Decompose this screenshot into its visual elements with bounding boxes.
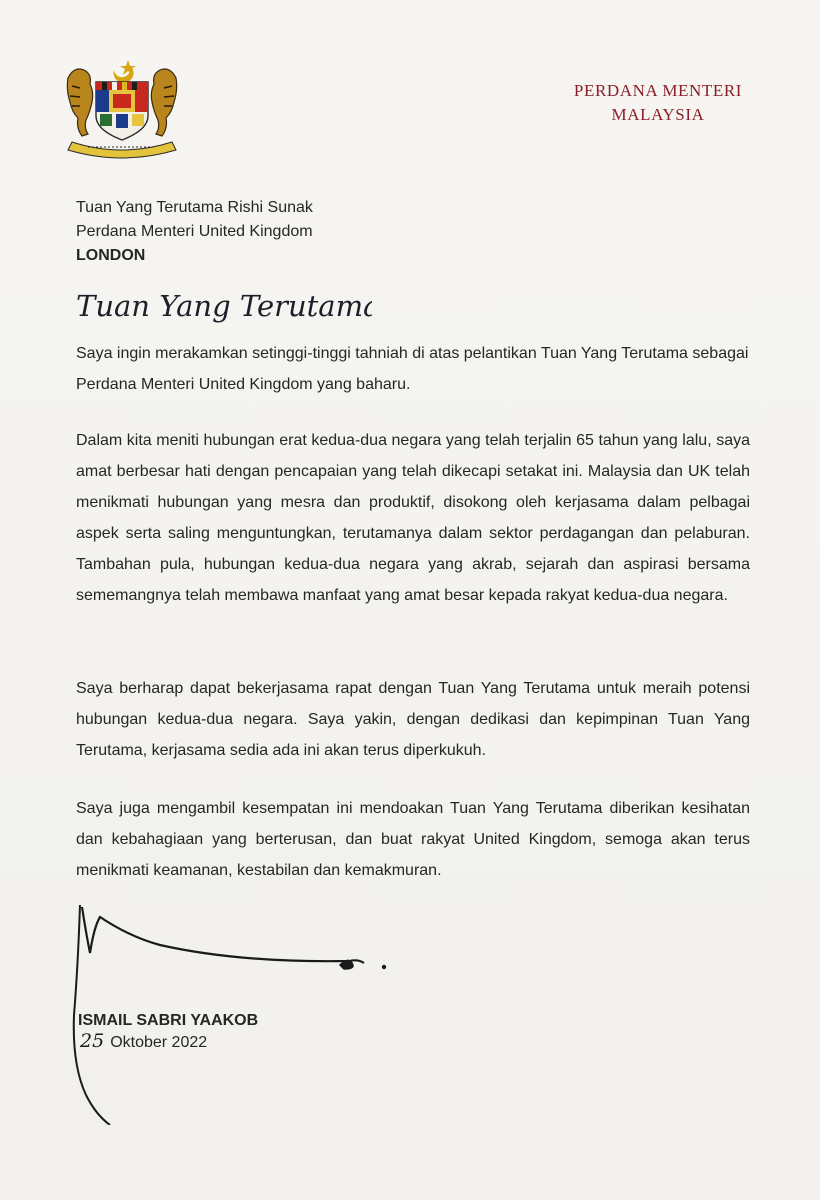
handwritten-salutation [72, 282, 372, 332]
letterhead-line-1: PERDANA MENTERI [573, 81, 743, 100]
date-month-year: Oktober 2022 [110, 1034, 208, 1051]
letter-date [80, 1030, 207, 1054]
letterhead-line-2: MALAYSIA [611, 105, 705, 124]
letterhead-title [558, 79, 758, 127]
paragraph-2: Dalam kita meniti hubungan erat kedua-dua negara yang telah terjalin 65 tahun yang lalu, saya amat berbesar hati dengan pencapaian yang telah dikecapi setakat ini. Malaysia dan UK telah menikmati hubungan yang mesra dan produktif, disokong oleh kerjasama dalam pelbagai aspek serta saling menguntungkan, terutamanya dalam sektor perdagangan dan pelaburan. Tambahan pula, hubungan kedua-dua negara yang akrab, sejarah dan aspirasi bersama sememangnya telah membawa manfaat yang amat besar kepada rakyat kedua-dua negara. [76, 432, 750, 604]
recipient-city: LONDON [76, 247, 146, 264]
paragraph-1: Saya ingin merakamkan setinggi-tinggi tahniah di atas pelantikan Tuan Yang Terutama sebagai Perdana Menteri United Kingdom yang baharu. [76, 345, 749, 393]
salutation-handwriting-icon [72, 282, 372, 332]
signer-name: ISMAIL SABRI YAAKOB [78, 1012, 259, 1029]
recipient-name: Tuan Yang Terutama Rishi Sunak [76, 199, 313, 216]
salutation-text: Tuan Yang Terutama, [76, 289, 372, 323]
paragraph-4: Saya juga mengambil kesempatan ini mendoakan Tuan Yang Terutama diberikan kesihatan dan kebahagiaan yang berterusan, dan buat rakyat United Kingdom, semoga akan terus menikmati keamanan, kestabilan dan kemakmuran. [76, 800, 750, 879]
recipient-title: Perdana Menteri United Kingdom [76, 223, 313, 240]
coat-of-arms-icon [58, 56, 186, 160]
paragraph-3: Saya berharap dapat bekerjasama rapat dengan Tuan Yang Terutama untuk meraih potensi hubungan kedua-dua negara. Saya yakin, dengan dedikasi dan kepimpinan Tuan Yang Terutama, kerjasama sedia ada ini akan terus diperkukuh. [76, 680, 750, 759]
recipient-address [76, 196, 313, 268]
date-day: 25 [80, 1030, 105, 1052]
